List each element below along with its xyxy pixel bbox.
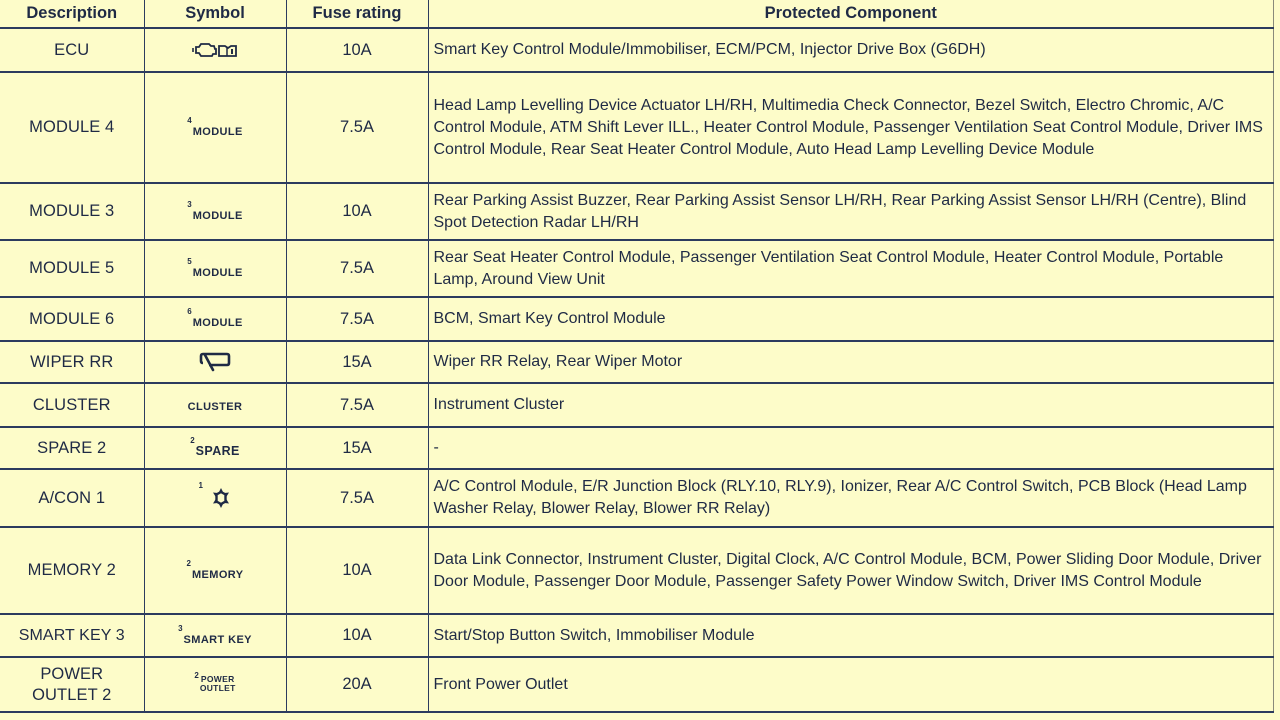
fuse-rating: 7.5A	[286, 469, 428, 527]
fuse-rating: 7.5A	[286, 240, 428, 297]
symbol-label: SPARE	[195, 444, 240, 458]
fuse-symbol	[144, 240, 286, 297]
protected-component: Wiper RR Relay, Rear Wiper Motor	[428, 341, 1274, 383]
fuse-rating: 7.5A	[286, 72, 428, 183]
fuse-rating: 10A	[286, 28, 428, 72]
symbol-label: MODULE	[192, 266, 243, 279]
engine-check-icon	[192, 41, 238, 58]
fuse-description: SPARE 2	[0, 427, 144, 469]
table-row	[0, 527, 1274, 614]
header-row	[0, 0, 1274, 28]
fuse-symbol	[144, 614, 286, 657]
table-row	[0, 341, 1274, 383]
symbol-superscript: 2	[186, 558, 191, 568]
table-row	[0, 614, 1274, 657]
protected-component: Front Power Outlet	[428, 657, 1274, 712]
symbol-line-1: POWER	[200, 674, 235, 685]
fuse-rating: 10A	[286, 183, 428, 240]
header-fuse-rating: Fuse rating	[286, 0, 428, 28]
table-row	[0, 427, 1274, 469]
table-row	[0, 469, 1274, 527]
table-row	[0, 297, 1274, 341]
symbol-superscript: 2	[190, 436, 195, 445]
fuse-description: SMART KEY 3	[0, 614, 144, 657]
fuse-rating: 20A	[286, 657, 428, 712]
fuse-symbol	[144, 383, 286, 427]
fuse-rating: 10A	[286, 614, 428, 657]
symbol-label: SMART KEY	[183, 633, 252, 646]
protected-component: Head Lamp Levelling Device Actuator LH/RH, Multimedia Check Connector, Bezel Switch, Electro Chromic, A/C Control Module, ATM Shift Lever ILL., Heater Control Module, Passenger Ventilation Seat Control Module, Driver IMS Control Module, Rear Seat Heater Control Module, Auto Head Lamp Levelling Device Module	[428, 72, 1274, 183]
header-description: Description	[0, 0, 144, 28]
fuse-rating: 10A	[286, 527, 428, 614]
symbol-superscript: 3	[178, 623, 183, 633]
symbol-superscript: 6	[187, 307, 192, 316]
fuse-description: ECU	[0, 28, 144, 72]
symbol-label: MEMORY	[191, 568, 244, 581]
fuse-symbol	[144, 469, 286, 527]
table-row	[0, 657, 1274, 712]
symbol-line-2: OUTLET	[199, 683, 236, 694]
fuse-description	[0, 657, 144, 712]
fuse-symbol	[144, 341, 286, 383]
protected-component: A/C Control Module, E/R Junction Block (RLY.10, RLY.9), Ionizer, Rear A/C Control Switch, PCB Block (Head Lamp Washer Relay, Blower Relay, Blower RR Relay)	[428, 469, 1274, 527]
fuse-description: MEMORY 2	[0, 527, 144, 614]
fuse-symbol	[144, 427, 286, 469]
protected-component: Smart Key Control Module/Immobiliser, ECM/PCM, Injector Drive Box (G6DH)	[428, 28, 1274, 72]
protected-component: Data Link Connector, Instrument Cluster, Digital Clock, A/C Control Module, BCM, Power Sliding Door Module, Driver Door Module, Passenger Door Module, Passenger Safety Power Window Switch, Driver IMS Control Module	[428, 527, 1274, 614]
description-line-2: OUTLET 2	[32, 685, 112, 704]
header-symbol: Symbol	[144, 0, 286, 28]
protected-component: Instrument Cluster	[428, 383, 1274, 427]
protected-component: Start/Stop Button Switch, Immobiliser Module	[428, 614, 1274, 657]
symbol-superscript: 2	[194, 671, 199, 681]
fuse-description: MODULE 3	[0, 183, 144, 240]
fuse-symbol	[144, 297, 286, 341]
table-row	[0, 72, 1274, 183]
fuse-symbol	[144, 183, 286, 240]
description-line-1: POWER	[40, 664, 104, 683]
fuse-description: MODULE 6	[0, 297, 144, 341]
protected-component: Rear Parking Assist Buzzer, Rear Parking Assist Sensor LH/RH, Rear Parking Assist Sensor LH/RH (Centre), Blind Spot Detection Radar LH/RH	[428, 183, 1274, 240]
fuse-description: MODULE 4	[0, 72, 144, 183]
symbol-superscript: 4	[187, 115, 192, 125]
protected-component: Rear Seat Heater Control Module, Passenger Ventilation Seat Control Module, Heater Control Module, Portable Lamp, Around View Unit	[428, 240, 1274, 297]
fuse-description: WIPER RR	[0, 341, 144, 383]
fuse-rating: 7.5A	[286, 297, 428, 341]
symbol-label: CLUSTER	[187, 401, 243, 413]
fuse-rating: 15A	[286, 341, 428, 383]
fuse-symbol	[144, 72, 286, 183]
table-row	[0, 183, 1274, 240]
protected-component: BCM, Smart Key Control Module	[428, 297, 1274, 341]
rear-wiper-icon	[198, 353, 232, 370]
table-row	[0, 383, 1274, 427]
symbol-label: MODULE	[192, 125, 243, 138]
fuse-rating: 15A	[286, 427, 428, 469]
table-row	[0, 240, 1274, 297]
fuse-symbol	[144, 28, 286, 72]
symbol-label: MODULE	[192, 209, 243, 222]
air-conditioner-icon	[207, 489, 231, 506]
fuse-symbol	[144, 527, 286, 614]
fuse-rating: 7.5A	[286, 383, 428, 427]
fuse-description: CLUSTER	[0, 383, 144, 427]
table-row	[0, 28, 1274, 72]
fuse-description: MODULE 5	[0, 240, 144, 297]
symbol-superscript: 5	[187, 256, 192, 266]
symbol-superscript: 1	[198, 481, 203, 490]
symbol-superscript: 3	[187, 199, 192, 209]
symbol-label: MODULE	[192, 317, 243, 329]
protected-component: -	[428, 427, 1274, 469]
header-protected-component: Protected Component	[428, 0, 1274, 28]
symbol-label	[200, 675, 236, 693]
fuse-description: A/CON 1	[0, 469, 144, 527]
fuse-symbol	[144, 657, 286, 712]
